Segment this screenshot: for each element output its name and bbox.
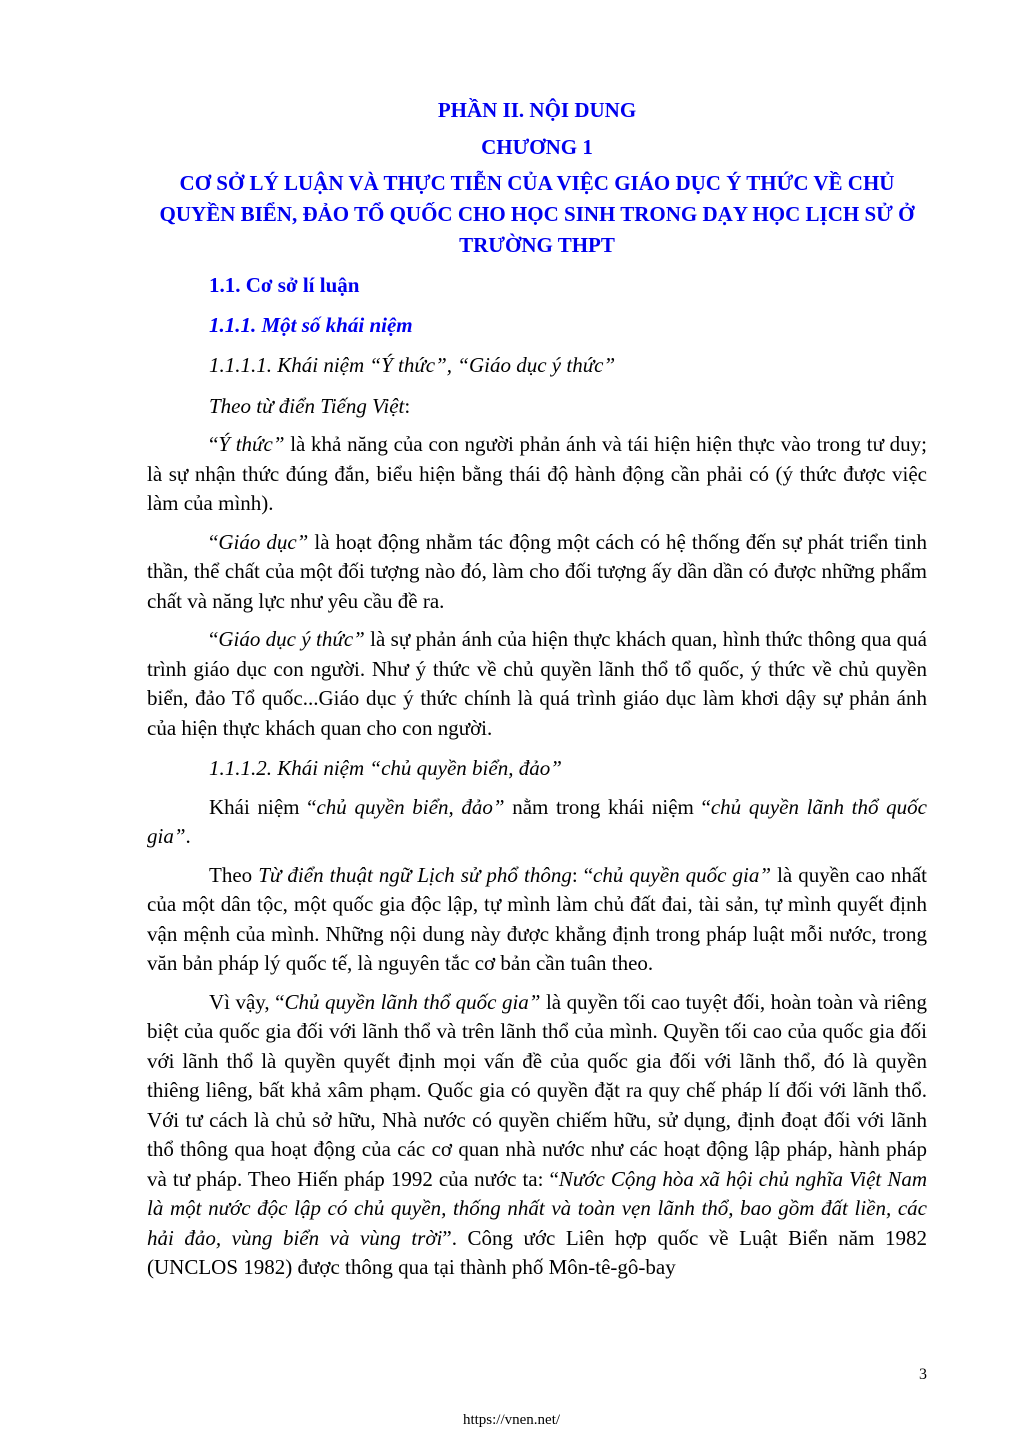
term-chu-quyen-bien-dao: chủ quyền biển, đảo” xyxy=(316,794,505,819)
section-heading-1-1-1-1: 1.1.1.1. Khái niệm “Ý thức”, “Giáo dục ý thức” xyxy=(209,353,616,377)
text-run: nằm trong khái niệm “ xyxy=(504,794,711,819)
dictionary-title: Từ điển thuật ngữ Lịch sử phổ thông xyxy=(258,862,572,887)
quote-open: “ xyxy=(209,627,219,651)
chapter-label: CHƯƠNG 1 xyxy=(481,134,593,159)
definition-text: là khả năng của con người phản ánh và tái hiện hiện thực vào trong tư duy; là sự nhận thức đúng đắn, biểu hiện bằng thái độ hành động cần phải có (ý thức được việc làm của mình). xyxy=(147,432,927,515)
section-heading-1-1-1: 1.1.1. Một số khái niệm xyxy=(209,312,413,337)
paragraph-vi-vay xyxy=(147,988,927,1283)
section-heading-1-1: 1.1. Cơ sở lí luận xyxy=(209,273,360,297)
footer-url: https://vnen.net/ xyxy=(462,1412,561,1428)
section-heading-1-1-1-2: 1.1.1.2. Khái niệm “chủ quyền biển, đảo” xyxy=(209,756,562,780)
quote-open: “ xyxy=(209,432,219,456)
definition-text: là sự phản ánh của hiện thực khách quan, hình thức thông qua quá trình giáo dục con người. Như ý thức về chủ quyền lãnh thổ tổ quốc, ý thức về chủ quyền biển, đảo Tổ quốc...Giáo dục ý thức chính là quá trình giáo dục làm khơi dậy sự phản ánh của hiện thực khách quan cho con người. xyxy=(147,627,928,740)
term-giao-duc: Giáo dục” xyxy=(218,529,309,554)
paragraph-y-thuc xyxy=(147,430,927,519)
text-run: là quyền tối cao tuyệt đối, hoàn toàn và riêng biệt của quốc gia đối với lãnh thổ và trên lãnh thổ của mình. Quyền tối cao của quốc gia đối với lãnh thổ là quyền quyết định mọi vấn đề của quốc gia đối với lãnh thổ, đó là quyền thiêng liêng, bất khả xâm phạm. Quốc gia có quyền đặt ra quy chế pháp lí đối với lãnh thổ. Với tư cách là chủ sở hữu, Nhà nước có quyền chiếm hữu, sử dụng, định đoạt đối với lãnh thổ thông qua hoạt động của các cơ quan nhà nước như các hoạt động lập pháp, hành pháp và tư pháp. Theo Hiến pháp 1992 của nước ta: “ xyxy=(147,989,928,1191)
term-giao-duc-y-thuc: Giáo dục ý thức” xyxy=(218,627,365,651)
dictionary-colon: : xyxy=(404,393,411,418)
dictionary-intro xyxy=(209,392,927,422)
paragraph-giao-duc xyxy=(147,528,927,617)
part-title: PHẦN II. NỘI DUNG xyxy=(437,98,637,122)
term-y-thuc: Ý thức” xyxy=(218,432,285,456)
text-run: ”. Công ước Liên hợp quốc về Luật Biển năm 1982 (UNCLOS 1982) được thông qua tại thành phố Môn-tê-gô-bay xyxy=(147,1225,927,1279)
dictionary-intro-text: Theo từ điển Tiếng Việt xyxy=(209,393,405,418)
term-chu-quyen-quoc-gia: chủ quyền quốc gia” xyxy=(593,862,772,887)
paragraph-theo-tu-dien xyxy=(147,861,927,979)
text-run: Vì vậy, “ xyxy=(209,989,285,1014)
paragraph-giao-duc-y-thuc xyxy=(147,625,927,743)
quote-open: “ xyxy=(209,529,219,554)
text-run: . xyxy=(185,824,191,848)
text-run: là quyền cao nhất của một dân tộc, một quốc gia độc lập, tự mình làm chủ đất đai, tài sản, tự mình quyết định vận mệnh của mình. Những nội dung này được khẳng định trong pháp luật mỗi nước, trong văn bản pháp lý quốc tế, là nguyên tắc cơ bản cần tuân theo. xyxy=(147,862,928,975)
page-number: 3 xyxy=(919,1366,927,1383)
term-chu-quyen-lanh-tho: chủ quyền lãnh thổ quốc gia” xyxy=(147,794,927,848)
paragraph-khai-niem xyxy=(147,793,927,852)
definition-text: là hoạt động nhằm tác động một cách có hệ thống đến sự phát triển tinh thần, thể chất của một đối tượng nào đó, làm cho đối tượng ấy dần dần có được những phẩm chất và năng lực như yêu cầu đề ra. xyxy=(147,529,928,613)
text-run: Theo xyxy=(209,862,259,887)
constitution-quote: Nước Cộng hòa xã hội chủ nghĩa Việt Nam là một nước độc lập có chủ quyền, thống nhất và toàn vẹn lãnh thổ, bao gồm đất liền, các hải đảo, vùng biển và vùng trời xyxy=(147,1166,927,1250)
text-run: Khái niệm “ xyxy=(209,794,317,819)
term-chu-quyen-lanh-tho-quoc-gia: Chủ quyền lãnh thổ quốc gia” xyxy=(284,989,541,1014)
text-run: : “ xyxy=(571,862,594,887)
document-page xyxy=(147,96,927,1283)
chapter-title: CƠ SỞ LÝ LUẬN VÀ THỰC TIỄN CỦA VIỆC GIÁO DỤC Ý THỨC VỀ CHỦ QUYỀN BIỂN, ĐẢO TỔ QUỐC CHO HỌC SINH TRONG DẠY HỌC LỊCH SỬ Ở TRƯỜNG THPT xyxy=(159,171,915,257)
